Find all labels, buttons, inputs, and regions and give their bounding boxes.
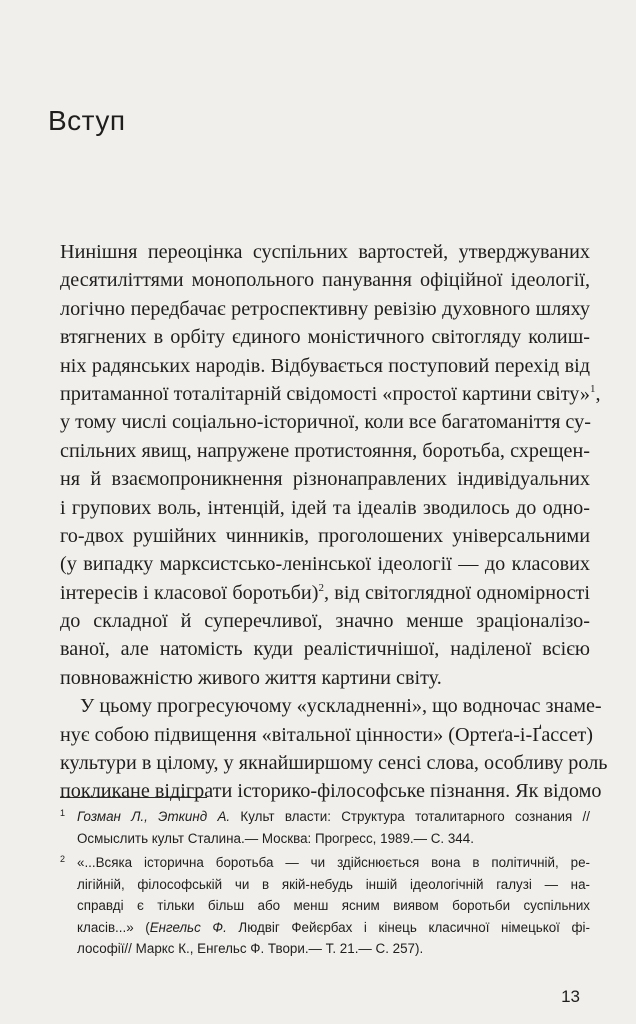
text-line: культури в цілому, у якнайширшому сенсі слова, особливу роль [60,752,608,775]
footnote-divider [60,797,207,798]
text-segment: , від світоглядної одномірності [323,581,590,604]
text-line: ніх радянських народів. Відбувається поступовий перехід від [60,354,590,377]
footnote-authors: Гозман Л., Эткинд А. [77,809,231,824]
text-segment: Людвіг Фейєрбах і кінець класичної німецької фі- [226,919,590,935]
text-line [60,579,590,607]
footnote-2 [60,852,590,960]
text-segment: , [595,382,601,405]
footnote-line [77,917,590,939]
footnote-1 [60,806,590,849]
text-line: повноважністю живого життя картини світу. [60,666,442,689]
text-line: ваної, але натомість куди реалістичнішої, наділеної всією [60,638,590,661]
footnotes [60,806,590,963]
footnote-ref-2[interactable]: 2 [318,581,324,594]
text-line: ня й взаємопроникнення різнонаправлених індивідуальних [60,468,590,491]
text-segment: Культ власти: Структура тоталитарного сознания // [230,809,590,824]
footnote-line: Осмыслить культ Сталина.— Москва: Прогресс, 1989.— С. 344. [77,830,474,846]
footnote-line: справді є тільки більш або менш ясним виявом боротьби суспільних [77,898,590,913]
text-line: У цьому прогресуючому «ускладненні», що водночас знаме- [80,695,602,718]
body-text [60,238,608,806]
footnote-line [77,806,590,828]
text-line: го-двох рушійних чинників, проголошених універсальними [60,524,590,547]
text-line: логічно передбачає ретроспективну ревізію духовного шляху [60,297,590,320]
footnote-number: 2 [60,854,66,864]
text-line: до складної й суперечливої, значно менше зраціоналізо- [60,610,590,633]
page-number: 13 [561,987,580,1006]
text-line [60,380,601,408]
footnote-ref-1[interactable]: 1 [590,382,596,395]
text-line: десятиліттями монопольного панування офіційної ідеології, [60,269,590,292]
footnote-authors: Енгельс Ф. [149,919,227,935]
text-line: покликане відіграти історико-філософське пізнання. Як відомо [60,780,602,803]
text-line: у тому числі соціально-історичної, коли все багатоманіття су- [60,411,591,434]
text-segment: притаманної тоталітарній свідомості «простої картини світу» [60,382,591,405]
text-line: (у випадку марксистсько-ленінської ідеології — до класових [60,553,590,576]
text-line: і групових воль, інтенцій, ідей та ідеалів зводилось до одно- [60,496,590,519]
text-segment: інтересів і класової боротьби) [60,581,319,604]
footnote-line: «...Всяка історична боротьба — чи здійснюється вона в політичній, ре- [77,855,590,870]
text-line: втягнених в орбіту єдиного моністичного світогляду колиш- [60,326,590,349]
text-line: спільних явищ, напружене протистояння, боротьба, схрещен- [60,439,590,462]
text-line: Нинішня переоцінка суспільних вартостей, утверджуваних [60,241,590,263]
text-segment: класів...» ( [77,919,150,935]
footnote-line: лігійній, філософській чи в якій-небудь іншій ідеологічній галузі — на- [77,876,590,892]
footnote-number: 1 [60,808,66,818]
footnote-line: лософії// Маркс К., Енгельс Ф. Твори.— Т. 21.— С. 257). [77,941,424,956]
text-line: нує собою підвищення «вітальної цінности» (Ортеґа-і-Ґассет) [60,723,593,746]
chapter-heading: Вступ [48,105,126,136]
